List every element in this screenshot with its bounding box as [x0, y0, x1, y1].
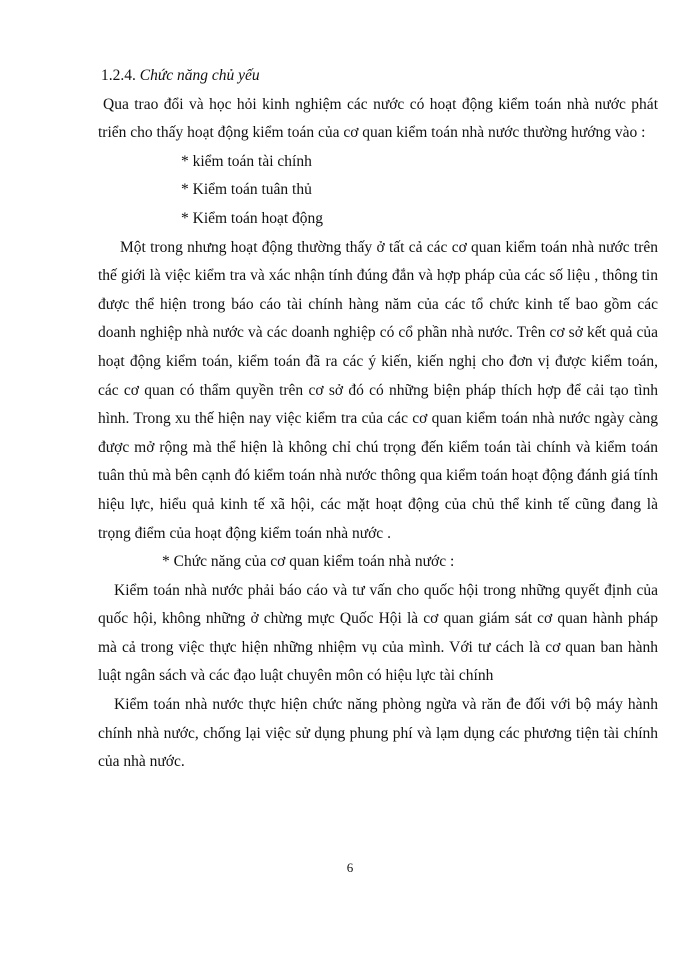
audit-type-list [98, 148, 658, 234]
list-item: * Kiểm toán tuân thủ [181, 181, 312, 199]
functions-subheading: * Chức năng của cơ quan kiểm toán nhà nước : [162, 553, 455, 571]
main-paragraph: Một trong nhưng hoạt động thường thấy ở tất cả các cơ quan kiểm toán nhà nước trên thế giới là việc kiểm tra và xác nhận tính đúng đắn và hợp pháp của các số liệu , thông tin được thể hiện trong báo cáo tài chính hàng năm của các tổ chức kinh tế bao gồm các doanh nghiệp nhà nước và các doanh nghiệp có cổ phần nhà nước. Trên cơ sở kết quả của hoạt động kiểm toán, kiểm toán đã ra các ý kiến, kiến nghị cho đơn vị được kiểm toán, các cơ quan có thẩm quyền trên cơ sở đó có những biện pháp thích hợp để cải tạo tình hình. Trong xu thế hiện nay việc kiểm tra của các cơ quan kiểm toán nhà nước ngày càng được mở rộng mà thể hiện là không chỉ chú trọng đến kiểm toán tài chính và kiểm toán tuân thủ mà bên cạnh đó kiểm toán nhà nước thông qua kiểm toán hoạt động đánh giá tính hiệu lực, hiểu quả kinh tế xã hội, các mặt hoạt động của chủ thể kinh tế cũng đang là trọng điểm của hoạt động kiểm toán nhà nước . [98, 238, 658, 542]
document-page [98, 62, 658, 777]
prevent-paragraph: Kiểm toán nhà nước thực hiện chức năng phòng ngừa và răn đe đối với bộ máy hành chính nhà nước, chống lại việc sử dụng phung phí và lạm dụng các phương tiện tài chính của nhà nước. [98, 696, 658, 771]
section-number: 1.2.4. [101, 67, 136, 84]
section-title: Chức năng chủ yếu [139, 67, 260, 84]
list-item: * Kiểm toán hoạt động [181, 209, 324, 227]
page-number: 6 [346, 860, 354, 875]
report-paragraph: Kiểm toán nhà nước phải báo cáo và tư vấn cho quốc hội trong những quyết định của quốc hội, không những ở chừng mực Quốc Hội là cơ quan giám sát cơ quan hành pháp mà cả trong việc thực hiện những nhiệm vụ của mình. Với tư cách là cơ quan ban hành luật ngân sách và các đạo luật chuyên môn có hiệu lực tài chính [98, 581, 658, 685]
intro-paragraph: Qua trao đổi và học hỏi kinh nghiệm các nước có hoạt động kiểm toán nhà nước phát triển cho thấy hoạt động kiểm toán của cơ quan kiểm toán nhà nước thường hướng vào : [98, 95, 658, 142]
list-item: * kiểm toán tài chính [181, 152, 312, 170]
section-heading [98, 62, 658, 91]
